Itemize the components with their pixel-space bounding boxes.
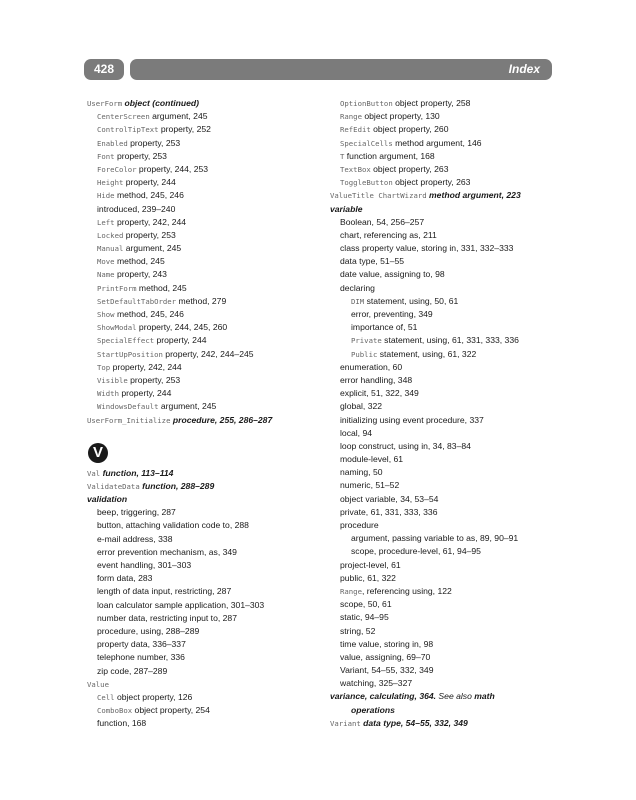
entry-text: Boolean, 54, 256–257 — [340, 216, 425, 227]
entry-text: introduced, 239–240 — [97, 203, 176, 214]
code-term: OptionButton — [340, 99, 393, 108]
entry-text: validation — [87, 494, 128, 505]
index-subentry — [330, 400, 560, 413]
index-subentry — [330, 532, 560, 545]
index-subentry — [87, 163, 327, 176]
code-term: SetDefaultTabOrder — [97, 296, 177, 306]
index-subentry — [330, 97, 560, 110]
code-term: SpecialEffect — [97, 336, 155, 346]
entry-text: object property, 260 — [370, 124, 449, 135]
entry-text: property, 252 — [158, 124, 211, 135]
entry-text: object property, 254 — [132, 705, 210, 716]
entry-text: data type, 51–55 — [340, 256, 405, 267]
entry-text: procedure, using, 288–289 — [97, 625, 200, 636]
entry-text: object variable, 34, 53–54 — [340, 493, 439, 504]
code-term: SpecialCells — [340, 138, 393, 148]
entry-text: function, 113–114 — [100, 467, 174, 478]
entry-text: importance of, 51 — [351, 322, 418, 333]
index-subentry — [330, 387, 560, 400]
entry-text: length of data input, restricting, 287 — [97, 586, 232, 597]
entry-text: form data, 283 — [97, 573, 153, 584]
entry-text: method, 279 — [176, 295, 227, 306]
entry-text: object property, 130 — [361, 111, 440, 122]
index-subentry — [87, 176, 327, 189]
index-subentry — [87, 374, 327, 387]
entry-text: , referencing using, 122 — [361, 585, 452, 596]
index-subentry — [87, 334, 327, 347]
entry-text: data type, 54–55, 332, 349 — [360, 717, 468, 728]
entry-text: property, 242, 244–245 — [162, 348, 254, 359]
index-subentry — [330, 559, 560, 572]
entry-text: property data, 336–337 — [97, 639, 186, 650]
entry-text: error, preventing, 349 — [351, 309, 433, 319]
entry-text: global, 322 — [340, 401, 383, 412]
code-term: Move — [97, 257, 115, 267]
index-subentry — [330, 308, 560, 321]
index-subentry — [330, 611, 560, 624]
entry-text: private, 61, 331, 333, 336 — [340, 506, 438, 517]
index-subentry — [87, 123, 327, 136]
code-term: Width — [97, 389, 119, 399]
entry-text: local, 94 — [340, 427, 373, 438]
code-term: ForeColor — [97, 164, 137, 174]
code-term: Font — [97, 151, 115, 161]
code-term: TextBox — [340, 164, 371, 174]
entry-text: property, 253 — [114, 150, 167, 161]
index-subentry — [87, 255, 327, 268]
entry-text: See also — [436, 691, 475, 702]
index-subentry — [87, 229, 327, 242]
index-subentry — [87, 651, 327, 664]
section-gap — [87, 427, 327, 443]
index-subentry — [330, 123, 560, 136]
index-subentry — [87, 585, 327, 598]
entry-text: numeric, 51–52 — [340, 480, 400, 491]
index-subentry — [330, 414, 560, 427]
index-subentry — [330, 268, 560, 281]
entry-text: object property, 126 — [114, 691, 193, 702]
code-term: Enabled — [97, 138, 128, 148]
entry-text: enumeration, 60 — [340, 361, 403, 372]
entry-text: method argument, 146 — [392, 137, 482, 148]
entry-text: public, 61, 322 — [340, 572, 396, 583]
entry-text: string, 52 — [340, 625, 376, 636]
code-term: Manual — [97, 244, 124, 254]
index-heading — [330, 717, 560, 730]
entry-text: procedure — [340, 520, 379, 530]
page-number-badge: 428 — [84, 59, 124, 80]
index-subentry — [87, 665, 327, 678]
index-heading — [87, 480, 327, 493]
entry-text: number data, restricting input to, 287 — [97, 612, 237, 623]
index-subentry — [87, 189, 327, 202]
entry-text: argument, 245 — [123, 243, 182, 254]
index-subentry — [330, 572, 560, 585]
entry-text: method argument, 223 — [426, 190, 521, 201]
index-subentry — [87, 242, 327, 255]
entry-text: property, 242, 244 — [114, 216, 187, 227]
index-subentry — [330, 479, 560, 492]
index-subentry — [330, 163, 560, 176]
index-subentry — [330, 295, 560, 308]
index-subentry — [330, 348, 560, 361]
code-term: ValidateData — [87, 481, 140, 491]
index-subentry — [330, 255, 560, 268]
entry-text: watching, 325–327 — [340, 678, 413, 689]
index-subentry — [87, 348, 327, 361]
entry-text: function argument, 168 — [344, 150, 435, 161]
index-subentry — [330, 334, 560, 347]
entry-text: module-level, 61 — [340, 454, 404, 465]
index-subentry — [330, 321, 560, 334]
index-subentry — [330, 150, 560, 163]
code-term: Show — [97, 310, 115, 319]
code-term: Private — [351, 336, 382, 346]
entry-text: method, 245 — [136, 282, 187, 293]
index-subentry — [87, 295, 327, 308]
entry-text: Variant, 54–55, 332, 349 — [340, 665, 434, 676]
entry-text: function, 168 — [97, 718, 147, 729]
entry-text: argument, 245 — [149, 111, 208, 122]
entry-text: property, 253 — [123, 229, 176, 240]
entry-text: variance, calculating, 364. — [330, 691, 437, 702]
entry-text: statement, using, 50, 61 — [364, 295, 459, 306]
entry-text: object property, 263 — [392, 177, 471, 188]
code-term: ValueTitle ChartWizard — [330, 191, 427, 201]
code-term: ToggleButton — [340, 178, 393, 188]
index-subentry — [330, 545, 560, 558]
index-subentry — [330, 229, 560, 242]
index-subentry — [87, 400, 327, 413]
index-heading — [87, 493, 327, 506]
code-term: Height — [97, 178, 124, 188]
entry-text: procedure, 255, 286–287 — [170, 414, 273, 425]
code-term: Locked — [97, 230, 124, 240]
index-subentry — [330, 664, 560, 677]
index-subentry — [330, 506, 560, 519]
index-subentry — [87, 506, 327, 519]
code-term: Public — [351, 349, 378, 359]
index-subentry — [87, 625, 327, 638]
entry-text: method, 245, 246 — [114, 309, 184, 319]
index-subentry — [330, 453, 560, 466]
index-subentry — [330, 427, 560, 440]
entry-text: button, attaching validation code to, 288 — [97, 520, 249, 531]
index-subentry — [87, 559, 327, 572]
index-subentry — [87, 612, 327, 625]
section-letter-badge: V — [88, 443, 108, 463]
entry-text: time value, storing in, 98 — [340, 638, 434, 649]
entry-text: property, 253 — [127, 374, 181, 385]
entry-text: method, 245 — [114, 256, 165, 267]
section-header-bar: Index — [130, 59, 552, 80]
entry-text: class property value, storing in, 331, 332–333 — [340, 243, 514, 254]
code-term: WindowsDefault — [97, 402, 159, 412]
index-subentry — [330, 598, 560, 611]
index-subentry — [330, 638, 560, 651]
code-term: Variant — [330, 718, 361, 728]
entry-text: loan calculator sample application, 301–303 — [97, 599, 265, 610]
index-subentry — [330, 493, 560, 506]
index-subentry — [330, 651, 560, 664]
index-subentry — [330, 216, 560, 229]
entry-text: variable — [330, 203, 363, 214]
entry-text: argument, 245 — [158, 401, 217, 412]
entry-text: property, 244 — [118, 388, 172, 399]
entry-text: math — [474, 691, 495, 702]
index-subentry — [330, 466, 560, 479]
entry-text: object (continued) — [122, 98, 200, 108]
code-term: Value — [87, 679, 109, 689]
index-subentry — [330, 242, 560, 255]
code-term: PrintForm — [97, 283, 137, 293]
entry-text: property, 253 — [127, 137, 181, 148]
index-subentry — [87, 533, 327, 546]
entry-text: telephone number, 336 — [97, 652, 185, 663]
entry-text: property, 242, 244 — [110, 361, 182, 372]
index-subentry — [330, 110, 560, 123]
entry-text: operations — [351, 704, 395, 715]
index-heading — [87, 97, 327, 110]
entry-text: declaring — [340, 282, 375, 293]
entry-text: project-level, 61 — [340, 559, 401, 570]
entry-text: method, 245, 246 — [114, 190, 184, 201]
index-subentry — [330, 361, 560, 374]
index-subentry — [87, 137, 327, 150]
entry-text: explicit, 51, 322, 349 — [340, 388, 419, 399]
code-term: ComboBox — [97, 706, 133, 716]
index-subentry — [87, 321, 327, 334]
index-subentry — [87, 361, 327, 374]
entry-text: chart, referencing as, 211 — [340, 229, 437, 240]
entry-text: error handling, 348 — [340, 374, 413, 385]
entry-text: scope, 50, 61 — [340, 599, 392, 610]
entry-text: date value, assigning to, 98 — [340, 269, 445, 280]
entry-text: property, 244 — [123, 177, 176, 188]
index-subentry — [330, 519, 560, 532]
code-term: Visible — [97, 375, 128, 385]
index-subentry — [87, 546, 327, 559]
index-subentry — [87, 150, 327, 163]
index-subentry — [330, 176, 560, 189]
index-subentry — [87, 387, 327, 400]
entry-text: property, 244, 245, 260 — [136, 322, 228, 333]
index-heading — [330, 203, 560, 216]
entry-text: e-mail address, 338 — [97, 533, 173, 544]
index-subentry — [87, 599, 327, 612]
code-term: StartUpPosition — [97, 349, 163, 359]
index-column-left — [87, 97, 327, 730]
entry-text: function, 288–289 — [139, 480, 215, 491]
code-term: ControlTipText — [97, 125, 159, 135]
entry-text: statement, using, 61, 331, 333, 336 — [381, 335, 519, 346]
entry-text: loop construct, using in, 34, 83–84 — [340, 440, 471, 451]
entry-text: static, 94–95 — [340, 612, 389, 623]
entry-text: beep, triggering, 287 — [97, 507, 176, 518]
index-subentry — [330, 440, 560, 453]
index-subentry — [330, 282, 560, 295]
entry-text: scope, procedure-level, 61, 94–95 — [351, 546, 481, 557]
entry-text: event handling, 301–303 — [97, 560, 192, 570]
index-subentry — [87, 704, 327, 717]
index-subentry — [330, 677, 560, 690]
code-term: Top — [97, 362, 111, 372]
code-term: Hide — [97, 191, 115, 201]
index-heading — [87, 414, 327, 427]
code-term: CenterScreen — [97, 112, 150, 122]
index-subentry — [87, 519, 327, 532]
entry-text: error prevention mechanism, as, 349 — [97, 546, 237, 557]
index-subentry — [330, 585, 560, 598]
entry-text: object property, 263 — [370, 163, 449, 174]
code-term: Range — [340, 112, 362, 122]
code-term: RefEdit — [340, 125, 371, 135]
entry-text: property, 244, 253 — [136, 163, 209, 174]
entry-text: argument, passing variable to as, 89, 90–91 — [351, 533, 519, 544]
code-term: Range — [340, 586, 362, 596]
entry-text: property, 244 — [154, 335, 207, 346]
index-subentry — [87, 308, 327, 321]
index-column-right — [330, 97, 560, 730]
index-subentry — [87, 282, 327, 295]
entry-text: naming, 50 — [340, 467, 383, 478]
code-term: Name — [97, 270, 115, 280]
entry-text: object property, 258 — [392, 98, 471, 108]
index-heading — [87, 467, 327, 480]
code-term: Left — [97, 217, 115, 227]
index-subentry — [87, 110, 327, 123]
entry-text: value, assigning, 69–70 — [340, 651, 431, 662]
index-subentry — [87, 203, 327, 216]
code-term: UserForm_Initialize — [87, 415, 171, 425]
index-heading — [330, 189, 560, 202]
index-subentry — [87, 268, 327, 281]
code-term: T — [340, 151, 345, 161]
index-subentry — [87, 638, 327, 651]
code-term: UserForm — [87, 99, 123, 108]
index-heading — [87, 678, 327, 691]
index-subentry — [87, 691, 327, 704]
index-heading — [330, 690, 560, 703]
index-subentry — [87, 572, 327, 585]
index-subentry — [330, 625, 560, 638]
code-term: DIM — [351, 296, 365, 306]
entry-text: statement, using, 61, 322 — [377, 348, 477, 359]
index-subentry — [330, 374, 560, 387]
code-term: ShowModal — [97, 323, 137, 333]
code-term: Val — [87, 468, 101, 478]
entry-text: property, 243 — [114, 269, 167, 280]
index-subentry — [330, 137, 560, 150]
code-term: Cell — [97, 692, 115, 702]
entry-text: zip code, 287–289 — [97, 665, 168, 676]
entry-text: initializing using event procedure, 337 — [340, 414, 484, 425]
index-subentry — [330, 704, 560, 717]
index-subentry — [87, 717, 327, 730]
index-subentry — [87, 216, 327, 229]
